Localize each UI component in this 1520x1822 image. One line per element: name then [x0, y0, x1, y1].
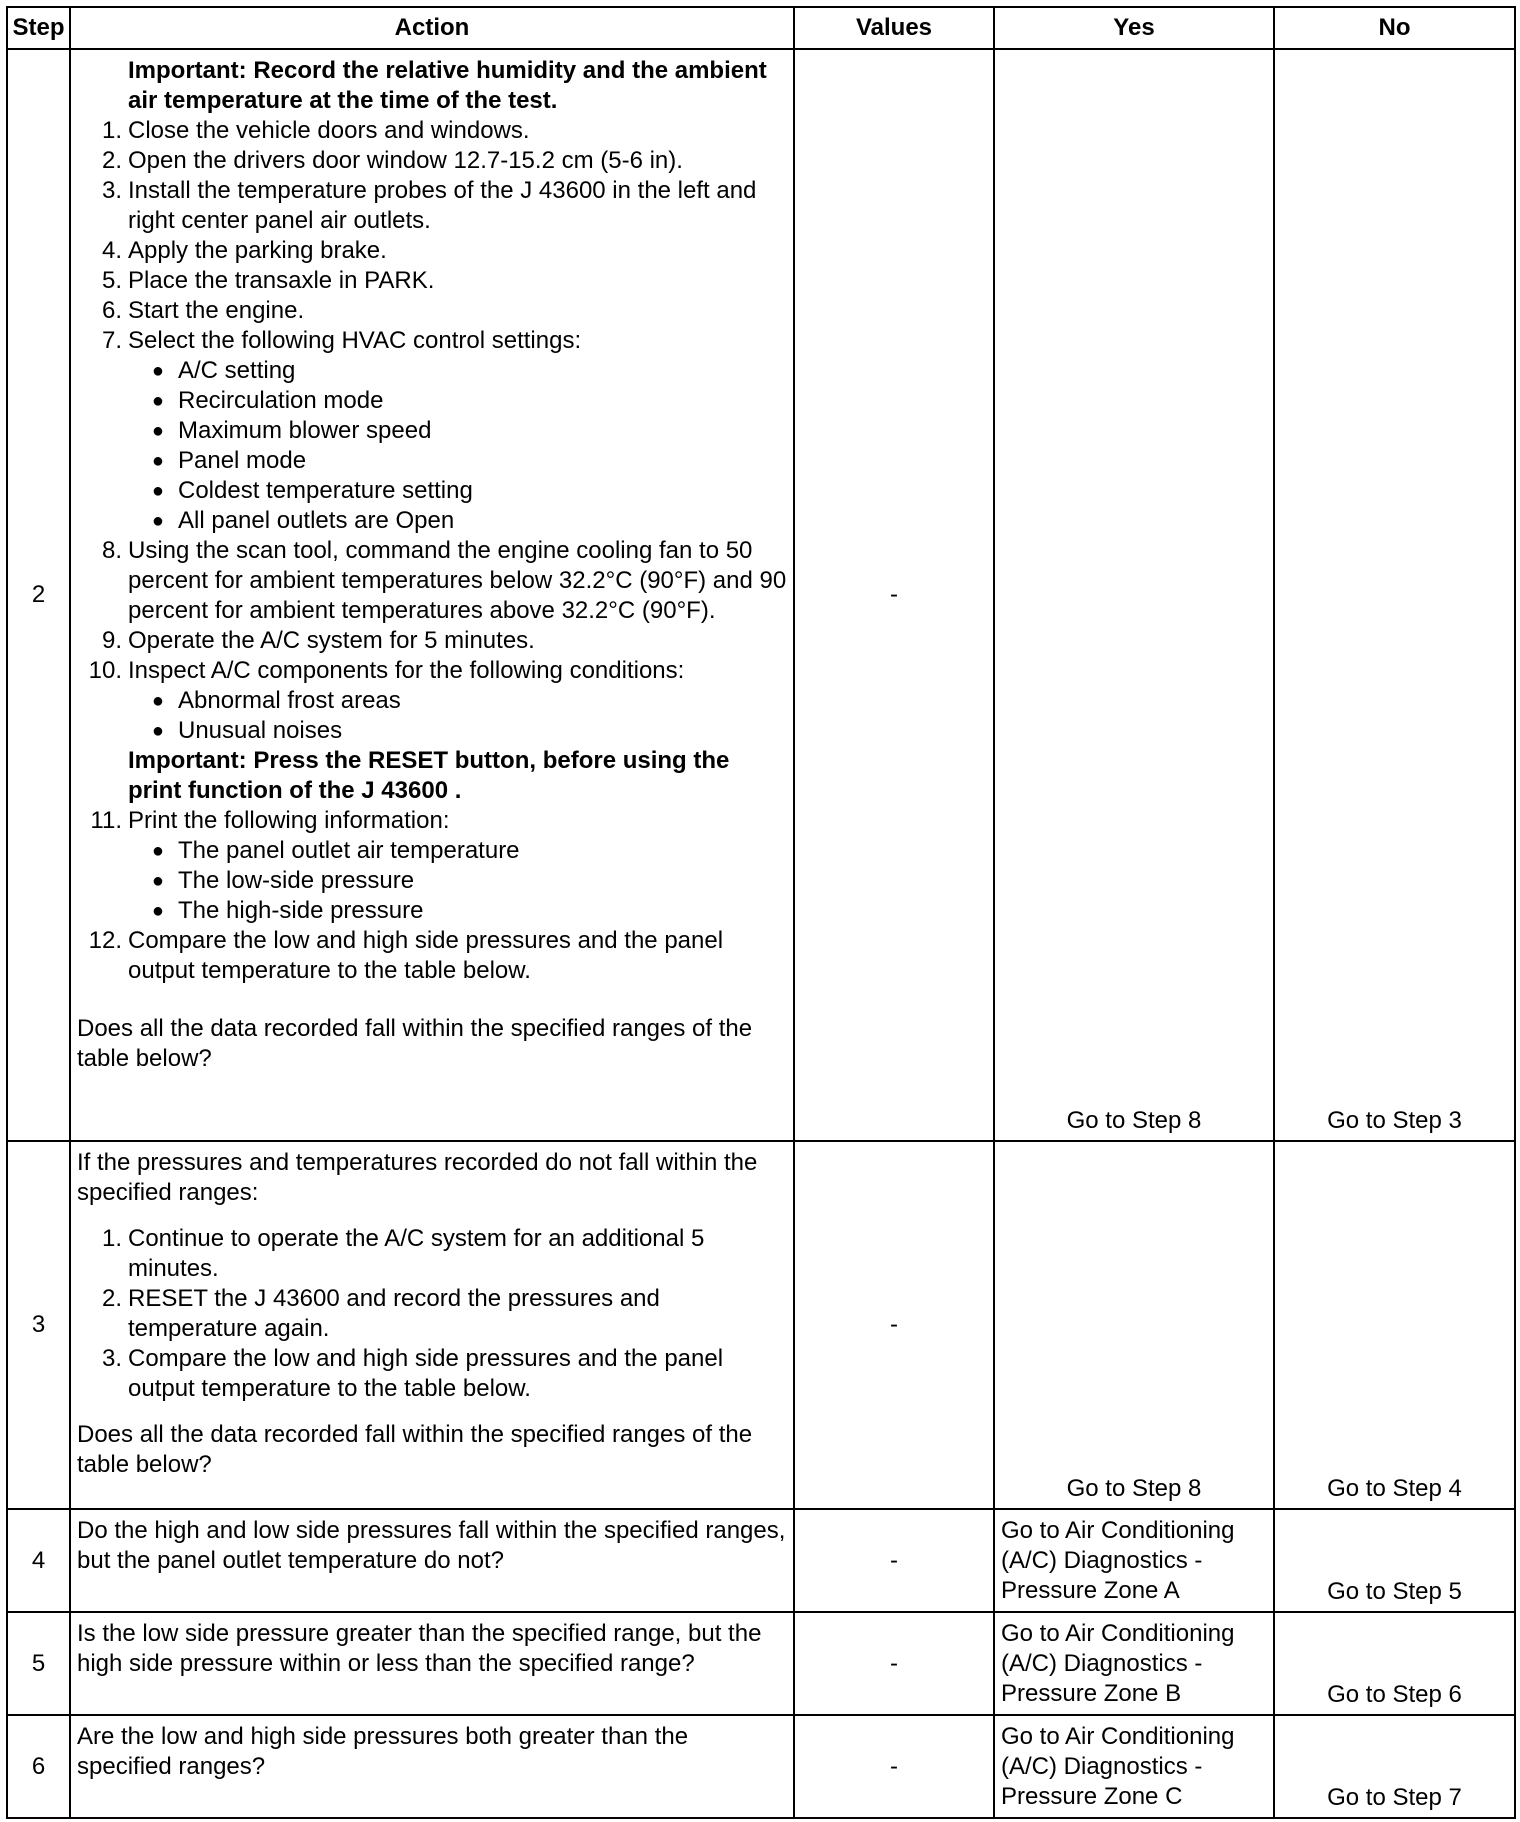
no-cell: Go to Step 4 — [1274, 1141, 1515, 1509]
bullet-icon: ● — [151, 390, 164, 412]
bullet-item: ● Panel mode — [77, 446, 789, 476]
yes-cell: Go to Step 8 — [994, 49, 1274, 1141]
bullet-icon: ● — [151, 450, 164, 472]
list-item: 7. Select the following HVAC control settings: — [101, 327, 582, 354]
no-cell: Go to Step 5 — [1274, 1509, 1515, 1612]
bullet-icon: ● — [151, 870, 164, 892]
important-note: Important: Press the RESET button, before using the print function of the J 43600 . — [128, 747, 730, 804]
table-row-step-5 — [7, 1612, 1515, 1715]
step-number: 6 — [7, 1715, 70, 1818]
step-number: 4 — [7, 1509, 70, 1612]
step-number: 2 — [7, 49, 70, 1141]
action-cell — [70, 1141, 794, 1509]
header-yes: Yes — [994, 7, 1274, 49]
table-row-step-3 — [7, 1141, 1515, 1509]
yes-cell: Go to Air Conditioning (A/C) Diagnostics - Pressure Zone A — [994, 1509, 1274, 1612]
bullet-icon: ● — [151, 840, 164, 862]
no-cell: Go to Step 3 — [1274, 49, 1515, 1141]
list-item: 8. Using the scan tool, command the engine cooling fan to 50 percent for ambient temperatures below 32.2°C (90°F) and 90 percent for ambient temperatures above 32.2°C (90°F). — [101, 537, 787, 624]
bullet-item: ● The low-side pressure — [77, 866, 789, 896]
header-no: No — [1274, 7, 1515, 49]
list-item: 6. Start the engine. — [101, 297, 305, 324]
list-item: 1. Close the vehicle doors and windows. — [101, 117, 530, 144]
header-action: Action — [70, 7, 794, 49]
intro-text: If the pressures and temperatures recorded do not fall within the specified ranges: — [77, 1149, 758, 1206]
values-cell: - — [794, 1612, 994, 1715]
bullet-item: ● The high-side pressure — [77, 896, 789, 926]
list-item: 3. Install the temperature probes of the J 43600 in the left and right center panel air outlets. — [101, 177, 757, 234]
list-item: 4. Apply the parking brake. — [101, 237, 387, 264]
yes-cell: Go to Step 8 — [994, 1141, 1274, 1509]
important-note: Important: Record the relative humidity and the ambient air temperature at the time of the test. — [128, 57, 767, 114]
step-number: 5 — [7, 1612, 70, 1715]
list-item: 3. Compare the low and high side pressures and the panel output temperature to the table below. — [101, 1345, 724, 1402]
no-cell: Go to Step 7 — [1274, 1715, 1515, 1818]
list-item: 12. Compare the low and high side pressures and the panel output temperature to the table below. — [88, 927, 724, 984]
bullet-icon: ● — [151, 420, 164, 442]
list-item: 2. Open the drivers door window 12.7-15.2 cm (5-6 in). — [101, 147, 683, 174]
bullet-icon: ● — [151, 720, 164, 742]
yes-cell: Go to Air Conditioning (A/C) Diagnostics - Pressure Zone C — [994, 1715, 1274, 1818]
bullet-icon: ● — [151, 900, 164, 922]
bullet-item: ● Maximum blower speed — [77, 416, 789, 446]
list-item: 9. Operate the A/C system for 5 minutes. — [101, 627, 535, 654]
values-cell: - — [794, 49, 994, 1141]
table-row-step-2 — [7, 49, 1515, 1141]
bullet-item: ● Coldest temperature setting — [77, 476, 789, 506]
diagnostic-table — [6, 6, 1516, 1819]
bullet-item: ● Recirculation mode — [77, 386, 789, 416]
list-item: 1. Continue to operate the A/C system for an additional 5 minutes. — [101, 1225, 705, 1282]
action-cell: Is the low side pressure greater than the specified range, but the high side pressure within or less than the specified range? — [70, 1612, 794, 1715]
bullet-item: ● All panel outlets are Open — [77, 506, 789, 536]
header-row — [7, 7, 1515, 49]
list-item: 2. RESET the J 43600 and record the pressures and temperature again. — [101, 1285, 660, 1342]
values-cell: - — [794, 1141, 994, 1509]
values-cell: - — [794, 1715, 994, 1818]
header-step: Step — [7, 7, 70, 49]
step-number: 3 — [7, 1141, 70, 1509]
action-cell — [70, 49, 794, 1141]
bullet-icon: ● — [151, 510, 164, 532]
question-text: Does all the data recorded fall within the specified ranges of the table below? — [77, 1015, 753, 1072]
bullet-item: ● Unusual noises — [77, 716, 789, 746]
no-cell: Go to Step 6 — [1274, 1612, 1515, 1715]
bullet-icon: ● — [151, 360, 164, 382]
list-item: 10. Inspect A/C components for the following conditions: — [88, 657, 685, 684]
bullet-item: ● Abnormal frost areas — [77, 686, 789, 716]
list-item: 11. Print the following information: — [90, 807, 450, 834]
table-row-step-4 — [7, 1509, 1515, 1612]
bullet-icon: ● — [151, 690, 164, 712]
list-item: 5. Place the transaxle in PARK. — [101, 267, 435, 294]
header-values: Values — [794, 7, 994, 49]
question-text: Does all the data recorded fall within the specified ranges of the table below? — [77, 1421, 753, 1478]
bullet-icon: ● — [151, 480, 164, 502]
bullet-item: ● A/C setting — [77, 356, 789, 386]
bullet-item: ● The panel outlet air temperature — [77, 836, 789, 866]
values-cell: - — [794, 1509, 994, 1612]
yes-cell: Go to Air Conditioning (A/C) Diagnostics - Pressure Zone B — [994, 1612, 1274, 1715]
action-cell: Are the low and high side pressures both greater than the specified ranges? — [70, 1715, 794, 1818]
table-row-step-6 — [7, 1715, 1515, 1818]
action-cell: Do the high and low side pressures fall within the specified ranges, but the panel outlet temperature do not? — [70, 1509, 794, 1612]
